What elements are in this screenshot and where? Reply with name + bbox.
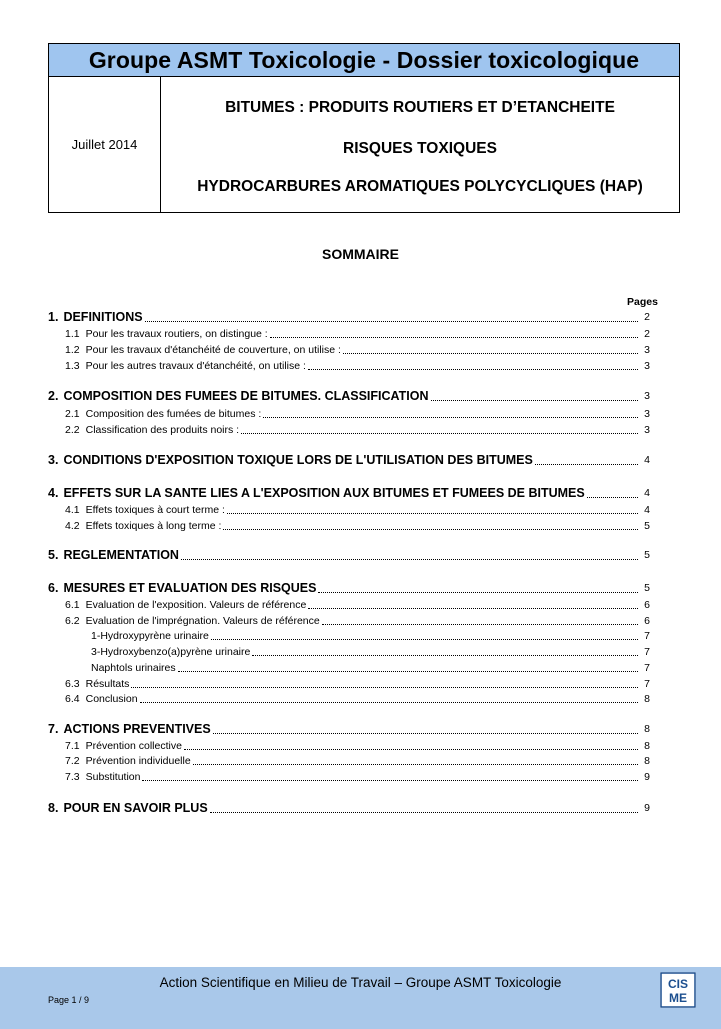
toc-entry (48, 722, 650, 737)
toc-entry-label: Evaluation de l'exposition. Valeurs de référence (85, 599, 307, 611)
toc-entry-page: 4 (644, 504, 650, 516)
toc-entry (91, 645, 650, 659)
toc-entry-label: COMPOSITION DES FUMEES DE BITUMES. CLASSIFICATION (63, 389, 429, 403)
toc-entry-page: 9 (644, 771, 650, 783)
toc-dot-leader (193, 764, 638, 765)
toc-entry (65, 407, 650, 421)
toc-entry-label: CONDITIONS D'EXPOSITION TOXIQUE LORS DE L'UTILISATION DES BITUMES (63, 453, 533, 467)
toc-entry-page: 8 (644, 755, 650, 767)
toc-entry (91, 661, 650, 675)
toc-entry-number: 4.1 (65, 504, 80, 516)
toc-dot-leader (343, 353, 638, 354)
toc-entry-page: 3 (644, 390, 650, 402)
toc-entry-label: EFFETS SUR LA SANTE LIES A L'EXPOSITION AUX BITUMES ET FUMEES DE BITUMES (63, 486, 585, 500)
toc-entry-page: 7 (644, 678, 650, 690)
toc-dot-leader (308, 608, 638, 609)
toc-entry-label: Evaluation de l'imprégnation. Valeurs de référence (85, 615, 320, 627)
toc-entry (65, 423, 650, 437)
toc-entry-label: Pour les autres travaux d'étanchéité, on utilise : (85, 360, 306, 372)
subject-line-2: RISQUES TOXIQUES (343, 140, 497, 157)
toc-entry-label: Naphtols urinaires (91, 662, 176, 674)
toc-entry (65, 692, 650, 706)
page-footer (0, 967, 721, 1029)
toc-entry-number: 2. (48, 389, 59, 403)
toc-dot-leader (270, 337, 638, 338)
toc-entry-label: Effets toxiques à long terme : (85, 520, 222, 532)
toc-dot-leader (178, 671, 638, 672)
toc-entry (65, 503, 650, 517)
toc-entry-label: Composition des fumées de bitumes : (85, 408, 262, 420)
toc-entry-page: 4 (644, 454, 650, 466)
toc-dot-leader (210, 812, 638, 813)
toc-entry-label: ACTIONS PREVENTIVES (63, 722, 211, 736)
toc-entry (48, 581, 650, 596)
toc-entry (65, 739, 650, 753)
toc-entry (65, 519, 650, 533)
toc-entry (65, 343, 650, 357)
toc-dot-leader (227, 513, 638, 514)
toc-entry-number: 6.3 (65, 678, 80, 690)
toc-entry-number: 1. (48, 310, 59, 324)
toc-entry-label: Résultats (85, 678, 130, 690)
toc-entry-label: 1-Hydroxypyrène urinaire (91, 630, 209, 642)
toc-entry-page: 3 (644, 424, 650, 436)
toc-entry-number: 6.2 (65, 615, 80, 627)
toc-entry-label: Conclusion (85, 693, 138, 705)
toc-entry (65, 598, 650, 612)
toc-dot-leader (213, 733, 638, 734)
cisme-logo-icon (660, 972, 696, 1008)
toc-entry-number: 1.2 (65, 344, 80, 356)
toc-entry-page: 8 (644, 723, 650, 735)
toc-entry-label: Effets toxiques à court terme : (85, 504, 225, 516)
toc-entry-label: Prévention collective (85, 740, 182, 752)
toc-entry (48, 486, 650, 501)
toc-entry-number: 7.1 (65, 740, 80, 752)
toc-dot-leader (322, 624, 638, 625)
toc-entry (65, 770, 650, 784)
toc-entry (91, 629, 650, 643)
toc-entry-page: 7 (644, 662, 650, 674)
toc-entry-page: 3 (644, 408, 650, 420)
toc-entry-page: 2 (644, 328, 650, 340)
toc-entry (48, 801, 650, 816)
toc-entry-page: 8 (644, 740, 650, 752)
toc-entry-page: 5 (644, 549, 650, 561)
toc-entry-number: 6.4 (65, 693, 80, 705)
toc-entry-number: 8. (48, 801, 59, 815)
sommaire-heading: SOMMAIRE (322, 246, 399, 262)
toc-entry-number: 6.1 (65, 599, 80, 611)
footer-text: Action Scientifique en Milieu de Travail – Groupe ASMT Toxicologie (159, 975, 562, 990)
toc-entry-page: 2 (644, 311, 650, 323)
toc-entry-number: 7.3 (65, 771, 80, 783)
toc-entry-label: POUR EN SAVOIR PLUS (63, 801, 208, 815)
toc-entry-page: 6 (644, 615, 650, 627)
document-title: Groupe ASMT Toxicologie - Dossier toxicologique (49, 44, 679, 77)
toc-entry-label: Pour les travaux d'étanchéité de couverture, on utilise : (85, 344, 341, 356)
toc-dot-leader (184, 749, 638, 750)
toc-entry-label: Classification des produits noirs : (85, 424, 240, 436)
toc-entry-page: 8 (644, 693, 650, 705)
toc-entry-number: 5. (48, 548, 59, 562)
toc-entry-number: 4. (48, 486, 59, 500)
toc-entry-number: 1.1 (65, 328, 80, 340)
toc-entry-number: 4.2 (65, 520, 80, 532)
toc-entry (48, 548, 650, 563)
toc-entry (48, 310, 650, 325)
toc-entry-label: Pour les travaux routiers, on distingue : (85, 328, 268, 340)
toc-entry-number: 7. (48, 722, 59, 736)
toc-entry-page: 4 (644, 487, 650, 499)
document-date: Juillet 2014 (49, 77, 161, 212)
toc-dot-leader (131, 687, 638, 688)
svg-text:CIS: CIS (667, 977, 689, 991)
toc-dot-leader (431, 400, 638, 401)
toc-entry-page: 5 (644, 520, 650, 532)
svg-text:ME: ME (669, 991, 687, 1005)
toc-entry-page: 3 (644, 360, 650, 372)
toc-entry-page: 9 (644, 802, 650, 814)
toc-entry (65, 677, 650, 691)
toc-entry-page: 6 (644, 599, 650, 611)
toc-entry (65, 359, 650, 373)
toc-dot-leader (263, 417, 638, 418)
pages-column-label: Pages (627, 296, 658, 308)
toc-entry-number: 7.2 (65, 755, 80, 767)
toc-entry-page: 5 (644, 582, 650, 594)
toc-entry-label: MESURES ET EVALUATION DES RISQUES (63, 581, 317, 595)
toc-dot-leader (145, 321, 638, 322)
toc-entry-number: 3. (48, 453, 59, 467)
toc-dot-leader (241, 433, 638, 434)
toc-dot-leader (252, 655, 638, 656)
toc-dot-leader (181, 559, 638, 560)
toc-entry-page: 3 (644, 344, 650, 356)
toc-dot-leader (308, 369, 638, 370)
header-table (48, 43, 680, 213)
toc-dot-leader (535, 464, 638, 465)
subject-line-3: HYDROCARBURES AROMATIQUES POLYCYCLIQUES (HAP) (197, 178, 643, 195)
toc-dot-leader (142, 780, 638, 781)
toc-dot-leader (318, 592, 638, 593)
toc-entry-number: 1.3 (65, 360, 80, 372)
toc-entry-number: 2.1 (65, 408, 80, 420)
toc-entry-label: REGLEMENTATION (63, 548, 179, 562)
toc-dot-leader (211, 639, 638, 640)
toc-dot-leader (140, 702, 638, 703)
toc-entry (48, 389, 650, 404)
toc-entry (48, 453, 650, 468)
toc-dot-leader (223, 529, 638, 530)
header-subjects (161, 77, 679, 212)
page-number: Page 1 / 9 (48, 995, 90, 1005)
toc-entry-label: Substitution (85, 771, 141, 783)
toc-entry-number: 2.2 (65, 424, 80, 436)
toc-entry-label: DEFINITIONS (63, 310, 143, 324)
toc-entry-label: Prévention individuelle (85, 755, 191, 767)
toc-entry-page: 7 (644, 646, 650, 658)
toc-entry-label: 3-Hydroxybenzo(a)pyrène urinaire (91, 646, 251, 658)
toc-entry (65, 614, 650, 628)
toc-dot-leader (587, 497, 638, 498)
toc-entry-page: 7 (644, 630, 650, 642)
toc-entry (65, 327, 650, 341)
toc-entry (65, 754, 650, 768)
subject-line-1: BITUMES : PRODUITS ROUTIERS ET D’ETANCHEITE (225, 99, 615, 116)
toc-entry-number: 6. (48, 581, 59, 595)
